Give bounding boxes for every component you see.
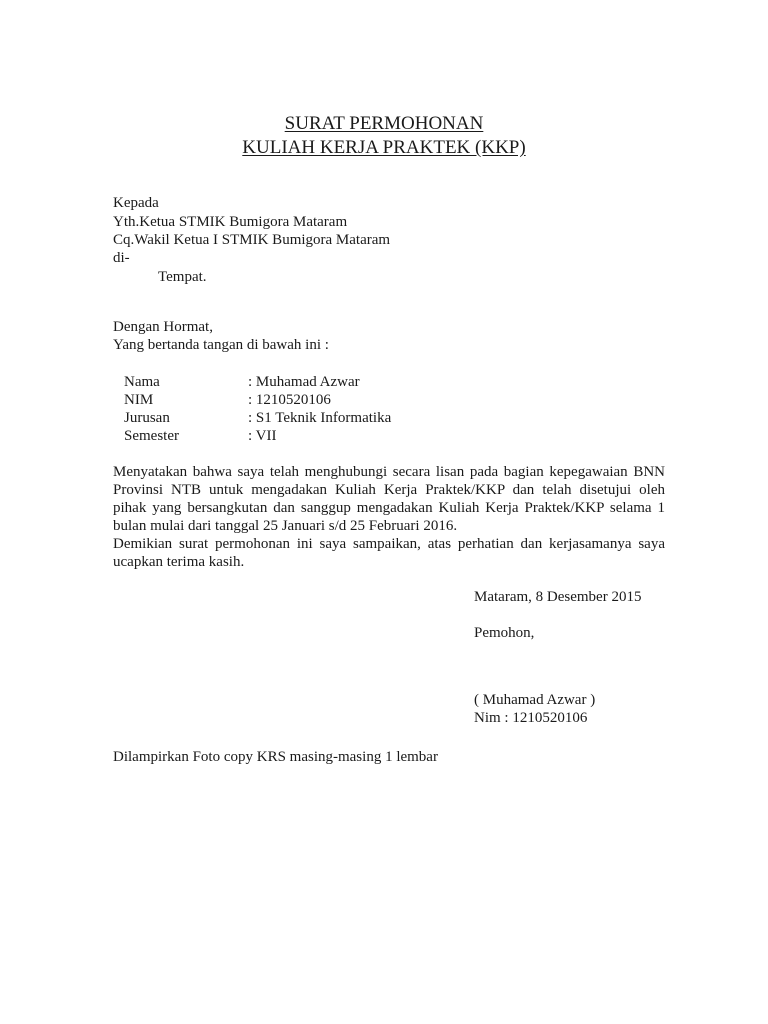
- recipient-greeting: Kepada: [113, 195, 159, 211]
- signer-name: ( Muhamad Azwar ): [474, 692, 596, 708]
- identity-label: Nama: [124, 374, 160, 390]
- recipient-line-1: Yth.Ketua STMIK Bumigora Mataram: [113, 214, 348, 230]
- place-date: Mataram, 8 Desember 2015: [474, 589, 642, 605]
- recipient-place: Tempat.: [158, 269, 207, 285]
- body-line: Menyatakan bahwa saya telah menghubungi secara lisan pada bagian kepegawaian BNN: [113, 464, 665, 480]
- body-line: bulan mulai dari tanggal 25 Januari s/d 25 Februari 2016.: [113, 518, 458, 534]
- title-line-1: [0, 113, 768, 135]
- signer-nim: Nim : 1210520106: [474, 710, 588, 726]
- body-line: Demikian surat permohonan ini saya sampaikan, atas perhatian dan kerjasamanya saya: [113, 536, 665, 552]
- identity-label: Semester: [124, 428, 179, 444]
- identity-value: : VII: [248, 428, 277, 444]
- title-line-2: [0, 137, 768, 159]
- identity-label: NIM: [124, 392, 154, 408]
- identity-value: : 1210520106: [248, 392, 331, 408]
- identity-value: : S1 Teknik Informatika: [248, 410, 392, 426]
- intro: Yang bertanda tangan di bawah ini :: [113, 337, 329, 353]
- recipient-line-3: di-: [113, 250, 130, 266]
- attachment-note: Dilampirkan Foto copy KRS masing-masing 1 lembar: [113, 749, 438, 765]
- body-line: Provinsi NTB untuk mengadakan Kuliah Kerja Praktek/KKP dan telah disetujui oleh: [113, 482, 665, 498]
- salutation: Dengan Hormat,: [113, 319, 213, 335]
- identity-value: : Muhamad Azwar: [248, 374, 360, 390]
- body-line: ucapkan terima kasih.: [113, 554, 245, 570]
- body-line: pihak yang bersangkutan dan sanggup mengadakan Kuliah Kerja Praktek/KKP selama 1: [113, 500, 665, 516]
- identity-label: Jurusan: [124, 410, 170, 426]
- title-text-2: KULIAH KERJA PRAKTEK (KKP): [242, 137, 526, 158]
- recipient-line-2: Cq.Wakil Ketua I STMIK Bumigora Mataram: [113, 232, 391, 248]
- signer-role: Pemohon,: [474, 625, 535, 641]
- title-text-1: SURAT PERMOHONAN: [284, 113, 484, 134]
